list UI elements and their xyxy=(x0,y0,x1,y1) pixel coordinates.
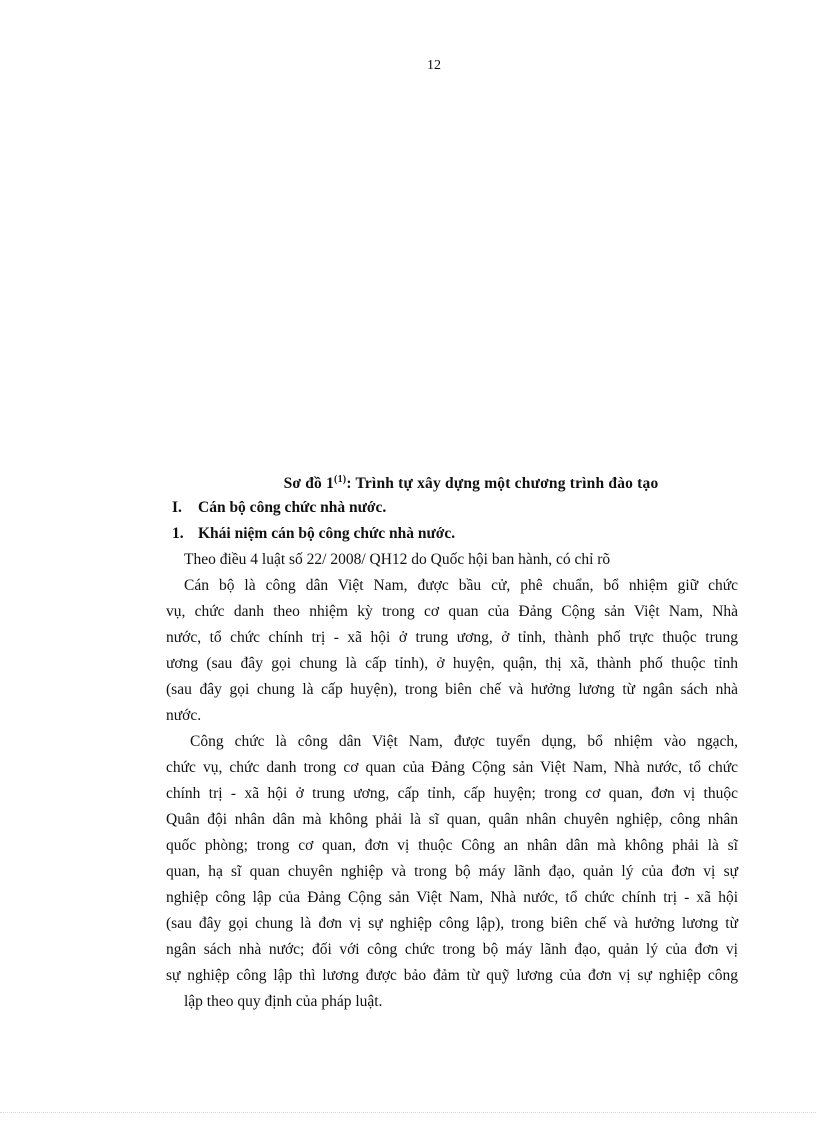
paragraph-line: chức vụ, chức danh trong cơ quan của Đảng Cộng sản Việt Nam, Nhà nước, tổ chức xyxy=(166,759,738,776)
paragraph-line: quốc phòng; trong cơ quan, đơn vị thuộc Công an nhân dân mà không phải là sĩ xyxy=(166,837,738,854)
section-title: Cán bộ công chức nhà nước. xyxy=(198,499,387,516)
paragraph-line: quan, hạ sĩ quan chuyên nghiệp và trong bộ máy lãnh đạo, quản lý của đơn vị sự xyxy=(166,863,738,880)
diagram-caption-text: : Trình tự xây dựng một chương trình đào tạo xyxy=(346,475,659,493)
paragraph-line: sự nghiệp công lập thì lương được bảo đảm từ quỹ lương của đơn vị sự nghiệp công xyxy=(166,967,738,984)
paragraph-line: ương (sau đây gọi chung là cấp tỉnh), ở huyện, quận, thị xã, thành phố thuộc tỉnh xyxy=(166,655,738,672)
paragraph-line: Quân đội nhân dân mà không phải là sĩ quan, quân nhân chuyên nghiệp, công nhân xyxy=(166,811,738,828)
paragraph-line: (sau đây gọi chung là cấp huyện), trong biên chế và hưởng lương từ ngân sách nhà xyxy=(166,681,738,698)
paragraph-line: nước. xyxy=(166,707,202,724)
subsection-title: Khái niệm cán bộ công chức nhà nước. xyxy=(198,525,456,542)
diagram-caption-prefix: Sơ đồ 1 xyxy=(283,475,335,493)
paragraph-line: (sau đây gọi chung là đơn vị sự nghiệp công lập), trong biên chế và hưởng lương từ xyxy=(166,915,738,932)
paragraph-line: ngân sách nhà nước; đối với công chức trong bộ máy lãnh đạo, quản lý của đơn vị xyxy=(166,941,738,958)
subsection-number: 1. xyxy=(172,525,184,542)
footnote-mark: (1) xyxy=(334,474,347,485)
paragraph-line: lập theo quy định của pháp luật. xyxy=(184,993,383,1010)
paragraph-line: vụ, chức danh theo nhiệm kỳ trong cơ quan của Đảng Cộng sản Việt Nam, Nhà xyxy=(166,603,738,620)
paragraph-line: Cán bộ là công dân Việt Nam, được bầu cử, phê chuẩn, bổ nhiệm giữ chức xyxy=(184,577,738,594)
paragraph-line: nước, tổ chức chính trị - xã hội ở trung ương, ở tỉnh, thành phố trực thuộc trung xyxy=(166,629,738,646)
intro-line: Theo điều 4 luật số 22/ 2008/ QH12 do Quốc hội ban hành, có chỉ rõ xyxy=(184,551,611,568)
subsection-heading xyxy=(172,521,738,547)
paragraph-cadre xyxy=(166,573,738,729)
paragraph-line: Công chức là công dân Việt Nam, được tuyển dụng, bổ nhiệm vào ngạch, xyxy=(190,733,738,750)
page-bottom-border xyxy=(0,1112,816,1113)
paragraph-line: chính trị - xã hội ở trung ương, cấp tỉnh, cấp huyện; trong cơ quan, đơn vị thuộc xyxy=(166,785,738,802)
paragraph-line: nghiệp công lập của Đảng Cộng sản Việt Nam, Nhà nước, tổ chức chính trị - xã hội xyxy=(166,889,738,906)
diagram-caption xyxy=(204,465,738,495)
paragraph-civil-servant xyxy=(166,729,738,1015)
page-number: 12 xyxy=(427,58,441,73)
section-number: I. xyxy=(172,499,182,516)
document-body xyxy=(166,465,738,1015)
section-heading xyxy=(172,495,738,521)
